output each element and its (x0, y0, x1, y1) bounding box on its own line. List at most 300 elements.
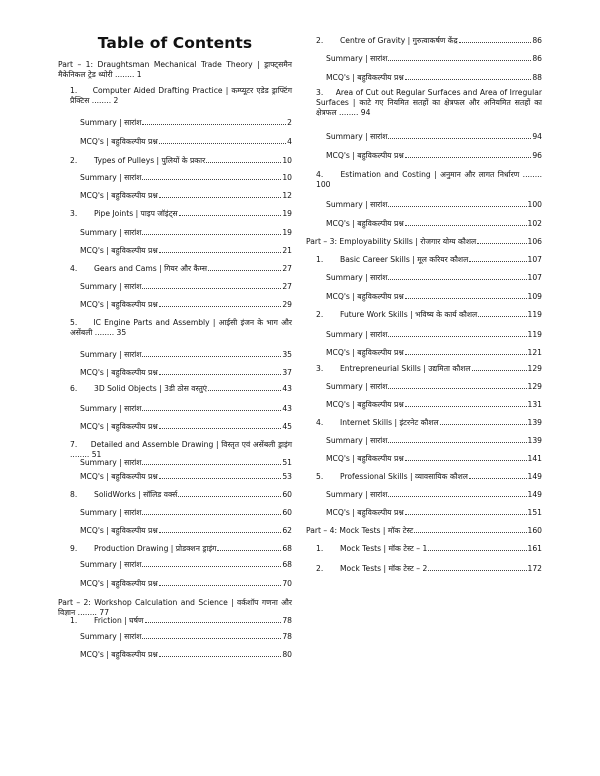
subsection-entry[interactable] (326, 273, 542, 283)
chapter-number: 2. (70, 156, 78, 165)
part-heading-row[interactable] (306, 526, 542, 536)
chapter-entry[interactable] (316, 564, 542, 574)
page-number: ........ 35 (92, 328, 127, 338)
dot-leader (414, 531, 526, 533)
chapter-entry[interactable] (70, 544, 292, 554)
subsection-entry-title: Summary | सारांश (80, 350, 142, 359)
chapter-entry[interactable] (70, 86, 292, 106)
subsection-entry[interactable] (80, 282, 292, 292)
chapter-number: 6. (70, 384, 78, 393)
subsection-entry[interactable] (80, 300, 292, 310)
chapter-number: 1. (316, 544, 324, 553)
subsection-entry[interactable] (80, 137, 292, 147)
page-number: 86 (532, 54, 542, 63)
subsection-entry-title: Summary | सारांश (326, 200, 388, 209)
subsection-entry-row[interactable] (326, 508, 542, 518)
subsection-entry[interactable] (80, 422, 292, 432)
chapter-number: 2. (316, 310, 324, 319)
dot-leader (159, 655, 282, 657)
chapter-entry-title: 3. Area of Cut out Regular Surfaces and Area of Irregular Surfaces | काटे गए नियमित सतहों का क्षेत्रफल और अनियमित सतहों का क्षेत्रफल (316, 88, 542, 118)
subsection-entry-row[interactable] (326, 400, 542, 410)
subsection-entry-title: Summary | सारांश (326, 273, 388, 282)
dot-leader (142, 409, 281, 411)
subsection-entry[interactable] (80, 508, 292, 518)
subsection-entry[interactable] (80, 118, 292, 128)
subsection-entry-title: MCQ's | बहुविकल्पीय प्रश्न (80, 422, 158, 431)
subsection-entry[interactable] (326, 219, 542, 229)
chapter-entry-row[interactable] (316, 255, 542, 265)
subsection-entry-row[interactable] (326, 490, 542, 500)
subsection-entry-row[interactable] (326, 292, 542, 302)
chapter-entry[interactable] (316, 88, 542, 119)
dot-leader (405, 156, 532, 158)
page-number: 107 (527, 273, 542, 282)
chapter-entry-row[interactable] (316, 36, 542, 46)
subsection-entry-row[interactable] (326, 273, 542, 283)
subsection-entry-title: MCQ's | बहुविकल्पीय प्रश्न (326, 508, 404, 517)
subsection-entry-title: Summary | सारांश (326, 54, 388, 63)
subsection-entry-row[interactable] (80, 526, 292, 536)
chapter-entry-title: Internet Skills | इंटरनेट कौशल (340, 418, 439, 427)
subsection-entry[interactable] (326, 454, 542, 464)
page-number: 68 (282, 544, 292, 553)
dot-leader (388, 137, 531, 139)
subsection-entry[interactable] (326, 151, 542, 161)
chapter-entry-row[interactable] (70, 616, 292, 626)
chapter-entry-row[interactable] (316, 418, 542, 428)
page-number: 129 (527, 364, 542, 373)
page-number: ........ 51 (70, 450, 102, 460)
dot-leader (469, 260, 526, 262)
subsection-entry-row[interactable] (80, 350, 292, 360)
dot-leader (142, 287, 281, 289)
dot-leader (388, 59, 531, 61)
subsection-entry-row[interactable] (326, 454, 542, 464)
chapter-entry-title: Types of Pulleys | पुलियों के प्रकार (94, 156, 206, 165)
subsection-entry-row[interactable] (80, 137, 292, 147)
page-number: 161 (527, 544, 542, 553)
page-number: 102 (527, 219, 542, 228)
page-number: 121 (527, 348, 542, 357)
page-number: 27 (282, 282, 292, 291)
dot-leader (142, 637, 281, 639)
subsection-entry-title: MCQ's | बहुविकल्पीय प्रश्न (326, 73, 404, 82)
subsection-entry[interactable] (326, 400, 542, 410)
page-number: 172 (527, 564, 542, 573)
subsection-entry-title: Summary | सारांश (80, 508, 142, 517)
subsection-entry[interactable] (80, 632, 292, 642)
dot-leader (472, 369, 527, 371)
page-number: 35 (282, 350, 292, 359)
subsection-entry-row[interactable] (326, 219, 542, 229)
chapter-entry-title: Gears and Cams | गियर और कैम्स (94, 264, 207, 273)
chapter-entry-title: Friction | घर्षण (94, 616, 144, 625)
subsection-entry[interactable] (80, 368, 292, 378)
page-number: 45 (282, 422, 292, 431)
dot-leader (179, 214, 282, 216)
dot-leader (142, 565, 281, 567)
subsection-entry[interactable] (80, 191, 292, 201)
dot-leader (405, 513, 527, 515)
page-number: 51 (282, 458, 292, 467)
dot-leader (142, 463, 281, 465)
dot-leader (428, 549, 526, 551)
subsection-entry[interactable] (80, 404, 292, 414)
subsection-entry-title: MCQ's | बहुविकल्पीय प्रश्न (326, 454, 404, 463)
chapter-entry-row[interactable] (70, 156, 292, 166)
subsection-entry-title: MCQ's | बहुविकल्पीय प्रश्न (80, 650, 158, 659)
dot-leader (469, 477, 527, 479)
subsection-entry-title: MCQ's | बहुविकल्पीय प्रश्न (80, 368, 158, 377)
dot-leader (478, 315, 526, 317)
page-number: ........ 100 (316, 170, 542, 190)
chapter-number: 3. (70, 209, 78, 218)
page-number: ........ 77 (75, 608, 110, 618)
page-number: 100 (527, 200, 542, 209)
subsection-entry-title: MCQ's | बहुविकल्पीय प्रश्न (326, 292, 404, 301)
dot-leader (440, 423, 527, 425)
chapter-entry-title: Production Drawing | प्रोडक्शन ड्राइंग (94, 544, 217, 553)
dot-leader (142, 178, 281, 180)
dot-leader (405, 297, 527, 299)
subsection-entry-row[interactable] (80, 458, 292, 468)
chapter-entry[interactable] (70, 384, 292, 394)
subsection-entry-row[interactable] (326, 330, 542, 340)
subsection-entry[interactable] (326, 490, 542, 500)
chapter-number: 8. (70, 490, 78, 499)
subsection-entry-title: Summary | सारांश (326, 330, 388, 339)
subsection-entry-row[interactable] (80, 632, 292, 642)
page-number: 106 (527, 237, 542, 246)
subsection-entry-title: MCQ's | बहुविकल्पीय प्रश्न (80, 137, 158, 146)
page-number: 151 (527, 508, 542, 517)
page-number: 149 (527, 472, 542, 481)
subsection-entry-title: MCQ's | बहुविकल्पीय प्रश्न (80, 526, 158, 535)
page-number: 10 (282, 156, 292, 165)
page-number: 19 (282, 209, 292, 218)
subsection-entry[interactable] (326, 292, 542, 302)
subsection-entry[interactable] (326, 132, 542, 142)
subsection-entry[interactable] (326, 348, 542, 358)
page-number: 119 (527, 330, 542, 339)
subsection-entry[interactable] (326, 508, 542, 518)
page-number: 21 (282, 246, 292, 255)
dot-leader (388, 278, 526, 280)
page-number: 70 (282, 579, 292, 588)
page-number: ........ 94 (336, 108, 371, 118)
subsection-entry-row[interactable] (80, 422, 292, 432)
dot-leader (388, 335, 526, 337)
part-heading-title: Part – 2: Workshop Calculation and Science | वर्कशॉप गणना और विज्ञान (58, 598, 292, 618)
subsection-entry-title: Summary | सारांश (326, 132, 388, 141)
subsection-entry-row[interactable] (80, 300, 292, 310)
dot-leader (388, 495, 526, 497)
chapter-entry[interactable] (70, 490, 292, 500)
subsection-entry-row[interactable] (80, 118, 292, 128)
subsection-entry-row[interactable] (80, 650, 292, 660)
page-number: 29 (282, 300, 292, 309)
page-number: 27 (282, 264, 292, 273)
dot-leader (159, 427, 282, 429)
subsection-entry-title: MCQ's | बहुविकल्पीय प्रश्न (80, 246, 158, 255)
subsection-entry-title: Summary | सारांश (80, 458, 142, 467)
subsection-entry-title: Summary | सारांश (326, 490, 388, 499)
page-number: 160 (527, 526, 542, 535)
chapter-number: 3. (316, 364, 324, 373)
page-number: 109 (527, 292, 542, 301)
subsection-entry-row[interactable] (80, 228, 292, 238)
subsection-entry-row[interactable] (80, 282, 292, 292)
dot-leader (405, 405, 527, 407)
subsection-entry[interactable] (80, 458, 292, 468)
page-number: 53 (282, 472, 292, 481)
dot-leader (208, 269, 281, 271)
chapter-entry-title: Basic Career Skills | मूल करियर कौशल (340, 255, 469, 264)
dot-leader (142, 233, 281, 235)
chapter-entry-title: SolidWorks | सॉलिड वर्क्स (94, 490, 178, 499)
subsection-entry-row[interactable] (326, 348, 542, 358)
page-number: 139 (527, 418, 542, 427)
dot-leader (159, 477, 282, 479)
part-heading-title: Part – 1: Draughtsman Mechanical Trade Theory | ड्राफ्ट्समैन मैकेनिकल ट्रेड थ्योरी (58, 60, 292, 80)
subsection-entry-title: Summary | सारांश (80, 560, 142, 569)
page-number: 119 (527, 310, 542, 319)
subsection-entry[interactable] (326, 54, 542, 64)
chapter-entry-row[interactable] (70, 544, 292, 554)
dot-leader (159, 196, 282, 198)
subsection-entry-row[interactable] (80, 579, 292, 589)
dot-leader (217, 549, 281, 551)
page-number: ........ 1 (112, 70, 142, 80)
page-number: 94 (532, 132, 542, 141)
subsection-entry[interactable] (80, 472, 292, 482)
page-number: 149 (527, 490, 542, 499)
subsection-entry-row[interactable] (80, 560, 292, 570)
page-number: ........ 2 (89, 96, 119, 106)
dot-leader (405, 353, 527, 355)
chapter-number: 4. (316, 418, 324, 427)
subsection-entry-row[interactable] (80, 508, 292, 518)
chapter-entry[interactable] (70, 156, 292, 166)
subsection-entry-title: Summary | सारांश (326, 436, 388, 445)
dot-leader (459, 41, 532, 43)
page-number: 78 (282, 632, 292, 641)
page-number: 62 (282, 526, 292, 535)
subsection-entry-row[interactable] (80, 404, 292, 414)
chapter-entry-title: Mock Tests | मॉक टेस्ट – 1 (340, 544, 428, 553)
page-number: 96 (532, 151, 542, 160)
subsection-entry-row[interactable] (80, 191, 292, 201)
subsection-entry-row[interactable] (326, 132, 542, 142)
chapter-entry-title: 7. Detailed and Assemble Drawing | विस्तृत एवं असेंबली ड्राइंग (70, 440, 292, 449)
subsection-entry-title: Summary | सारांश (80, 173, 142, 182)
subsection-entry-title: MCQ's | बहुविकल्पीय प्रश्न (326, 219, 404, 228)
chapter-number: 5. (316, 472, 324, 481)
subsection-entry-title: MCQ's | बहुविकल्पीय प्रश्न (326, 151, 404, 160)
chapter-entry[interactable] (316, 36, 542, 46)
subsection-entry-row[interactable] (326, 54, 542, 64)
chapter-number: 2. (316, 36, 324, 45)
chapter-entry-row[interactable] (70, 384, 292, 394)
chapter-entry[interactable] (316, 310, 542, 320)
page-number: 12 (282, 191, 292, 200)
dot-leader (142, 513, 281, 515)
subsection-entry-row[interactable] (80, 368, 292, 378)
dot-leader (388, 387, 526, 389)
dot-leader (405, 78, 532, 80)
dot-leader (159, 531, 282, 533)
chapter-entry-title: Entrepreneurial Skills | उद्यमिता कौशल (340, 364, 471, 373)
dot-leader (159, 251, 282, 253)
subsection-entry-title: MCQ's | बहुविकल्पीय प्रश्न (326, 400, 404, 409)
part-heading[interactable] (306, 237, 542, 247)
page-number: 43 (282, 404, 292, 413)
chapter-number: 2. (316, 564, 324, 573)
chapter-number: 1. (70, 616, 78, 625)
subsection-entry-title: MCQ's | बहुविकल्पीय प्रश्न (80, 300, 158, 309)
subsection-entry-row[interactable] (326, 200, 542, 210)
dot-leader (178, 495, 281, 497)
part-heading-row[interactable] (306, 237, 542, 247)
chapter-entry-title: 3D Solid Objects | 3डी ठोस वस्तुएं (94, 384, 207, 393)
subsection-entry-title: Summary | सारांश (80, 282, 142, 291)
dot-leader (477, 242, 526, 244)
part-heading-title: Part – 4: Mock Tests | मॉक टेस्ट (306, 526, 414, 535)
chapter-entry-row[interactable] (70, 209, 292, 219)
chapter-entry-title: Mock Tests | मॉक टेस्ट – 2 (340, 564, 428, 573)
part-heading[interactable] (306, 526, 542, 536)
chapter-number: 1. (316, 255, 324, 264)
page-number: 19 (282, 228, 292, 237)
page-number: 80 (282, 650, 292, 659)
chapter-entry-title: 5. IC Engine Parts and Assembly | आईसी इंजन के भाग और असेंबली (70, 318, 292, 338)
subsection-entry-title: MCQ's | बहुविकल्पीय प्रश्न (80, 191, 158, 200)
dot-leader (159, 142, 286, 144)
page-number: 68 (282, 560, 292, 569)
chapter-entry-title: Future Work Skills | भविष्य के कार्य कौशल (340, 310, 478, 319)
chapter-entry-title: Centre of Gravity | गुरुत्वाकर्षण केंद्र (340, 36, 458, 45)
dot-leader (159, 584, 282, 586)
chapter-entry[interactable] (316, 255, 542, 265)
chapter-entry[interactable] (316, 418, 542, 428)
page-number: 10 (282, 173, 292, 182)
page-number: 78 (282, 616, 292, 625)
chapter-entry-title: Professional Skills | व्यावसायिक कौशल (340, 472, 468, 481)
page-number: 139 (527, 436, 542, 445)
subsection-entry-row[interactable] (326, 382, 542, 392)
subsection-entry[interactable] (80, 560, 292, 570)
subsection-entry-row[interactable] (326, 436, 542, 446)
subsection-entry-row[interactable] (80, 173, 292, 183)
page-number: 43 (282, 384, 292, 393)
dot-leader (405, 459, 527, 461)
subsection-entry-title: MCQ's | बहुविकल्पीय प्रश्न (80, 579, 158, 588)
chapter-entry-row[interactable] (316, 310, 542, 320)
page-number: 107 (527, 255, 542, 264)
chapter-entry[interactable] (316, 364, 542, 374)
subsection-entry-title: Summary | सारांश (326, 382, 388, 391)
dot-leader (159, 373, 282, 375)
page-number: 86 (532, 36, 542, 45)
dot-leader (145, 621, 282, 623)
subsection-entry[interactable] (80, 246, 292, 256)
chapter-entry-row[interactable] (316, 472, 542, 482)
page-number: 129 (527, 382, 542, 391)
subsection-entry-row[interactable] (326, 73, 542, 83)
chapter-entry[interactable] (316, 544, 542, 554)
page-number: 4 (287, 137, 292, 146)
dot-leader (388, 441, 526, 443)
chapter-entry-row[interactable] (70, 490, 292, 500)
subsection-entry-row[interactable] (80, 472, 292, 482)
subsection-entry[interactable] (80, 350, 292, 360)
chapter-number: 9. (70, 544, 78, 553)
dot-leader (388, 205, 526, 207)
page-number: 88 (532, 73, 542, 82)
subsection-entry-title: Summary | सारांश (80, 632, 142, 641)
chapter-entry[interactable] (316, 472, 542, 482)
dot-leader (159, 305, 282, 307)
dot-leader (428, 569, 526, 571)
chapter-entry[interactable] (70, 616, 292, 626)
subsection-entry[interactable] (326, 382, 542, 392)
chapter-number: 4. (70, 264, 78, 273)
part-heading[interactable] (58, 60, 292, 80)
part-heading-title: Part – 3: Employability Skills | रोजगार योग्य कौशल (306, 237, 477, 246)
page-number: 37 (282, 368, 292, 377)
page-title: Table of Contents (97, 34, 253, 52)
chapter-entry[interactable] (70, 264, 292, 274)
chapter-entry-title: 1. Computer Aided Drafting Practice | कम्प्यूटर एडेड ड्राफ्टिंग प्रैक्टिस (70, 86, 292, 106)
subsection-entry-title: Summary | सारांश (80, 404, 142, 413)
page-number: 2 (287, 118, 292, 127)
chapter-entry-title: 4. Estimation and Costing | अनुमान और लागत निर्धारण (316, 170, 520, 179)
chapter-entry-row[interactable] (316, 564, 542, 574)
subsection-entry[interactable] (326, 436, 542, 446)
subsection-entry[interactable] (326, 200, 542, 210)
dot-leader (142, 123, 286, 125)
dot-leader (206, 161, 281, 163)
subsection-entry[interactable] (80, 228, 292, 238)
subsection-entry[interactable] (80, 526, 292, 536)
chapter-entry-row[interactable] (70, 264, 292, 274)
chapter-entry-title: Pipe Joints | पाइप जॉइंट्स (94, 209, 178, 218)
dot-leader (208, 389, 281, 391)
chapter-entry[interactable] (316, 170, 542, 190)
page-number: 60 (282, 490, 292, 499)
subsection-entry[interactable] (326, 330, 542, 340)
subsection-entry[interactable] (80, 650, 292, 660)
subsection-entry[interactable] (326, 73, 542, 83)
subsection-entry[interactable] (80, 173, 292, 183)
chapter-entry-row[interactable] (316, 544, 542, 554)
page-number: 60 (282, 508, 292, 517)
chapter-entry-row[interactable] (316, 364, 542, 374)
subsection-entry-row[interactable] (326, 151, 542, 161)
dot-leader (405, 224, 527, 226)
subsection-entry-title: Summary | सारांश (80, 118, 142, 127)
page-number: 131 (527, 400, 542, 409)
subsection-entry-row[interactable] (80, 246, 292, 256)
chapter-entry[interactable] (70, 318, 292, 338)
page-number: 141 (527, 454, 542, 463)
dot-leader (142, 355, 281, 357)
chapter-entry[interactable] (70, 209, 292, 219)
subsection-entry-title: Summary | सारांश (80, 228, 142, 237)
subsection-entry-title: MCQ's | बहुविकल्पीय प्रश्न (326, 348, 404, 357)
subsection-entry-title: MCQ's | बहुविकल्पीय प्रश्न (80, 472, 158, 481)
subsection-entry[interactable] (80, 579, 292, 589)
